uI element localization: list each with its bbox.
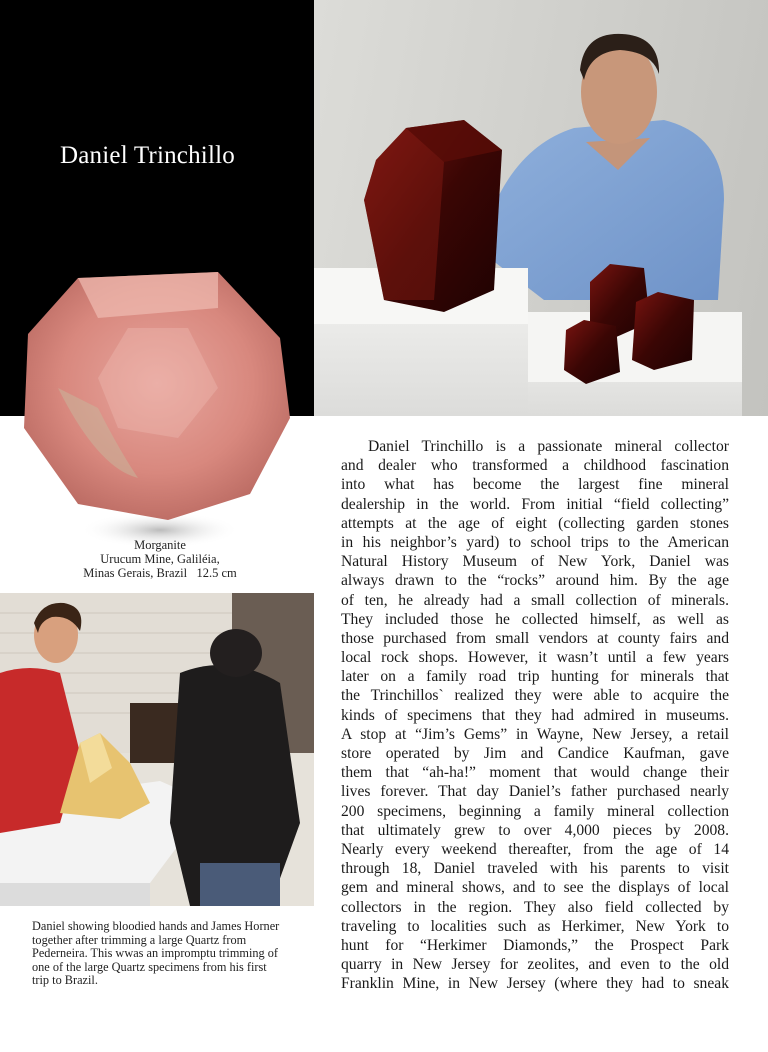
- body-line: store operated by Jim and Candice Kaufman, gave: [341, 745, 729, 762]
- body-line: them that “ah-ha!” moment that would change their: [341, 764, 729, 782]
- body-line: Nearly every weekend thereafter, from the age of 14: [341, 840, 729, 858]
- body-line: Daniel Trinchillo is a passionate mineral collector: [368, 438, 729, 455]
- body-line: those purchased from small vendors at county fairs and: [341, 629, 729, 647]
- body-line: into what has become the largest fine mineral: [341, 476, 729, 494]
- caption-locality: Minas Gerais, Brazil 12.5 cm: [83, 566, 237, 580]
- photo-caption: [32, 920, 314, 988]
- body-line: 200 specimens, beginning a family mineral collection: [341, 802, 729, 820]
- body-line: local rock shops. However, it wasn’t until a few years: [341, 649, 729, 667]
- body-line: always drawn to the “rocks” around him. By the age: [341, 572, 729, 590]
- body-line: gem and mineral shows, and to see the displays of local: [341, 879, 729, 897]
- body-line: the Trinchillos` realized they were able to acquire the: [341, 687, 729, 705]
- caption-mineral-name: Morganite: [134, 538, 186, 552]
- body-line: kinds of specimens that they had admired in museums.: [341, 706, 729, 724]
- caption-line: Pederneira. This wwas an impromptu trimming of: [32, 946, 279, 961]
- morganite-caption: [40, 538, 280, 580]
- body-line: dealership in the world. From initial “field collecting”: [341, 495, 729, 513]
- body-line: and dealer who transformed a childhood fascination: [341, 457, 729, 475]
- body-line: later on a family road trip hunting for minerals that: [341, 668, 729, 686]
- morganite-crystal-photo: [18, 268, 298, 568]
- caption-line: Daniel showing bloodied hands and James Horner: [32, 919, 280, 933]
- body-line: collectors in the region. They also field collected by: [341, 898, 729, 916]
- article-body: [341, 437, 729, 993]
- body-line: hunt for “Herkimer Diamonds,” the Prospect Park: [341, 936, 729, 954]
- portrait-photo: [314, 0, 768, 416]
- body-line: that ultimately grew to over 4,000 pieces by 2008.: [341, 821, 729, 839]
- body-line: of ten, he already had a small collection of minerals.: [341, 591, 729, 609]
- caption-locality: Urucum Mine, Galiléia,: [100, 552, 220, 566]
- body-line: attempts at the age of eight (collecting garden stones: [341, 514, 729, 532]
- caption-line: one of the large Quartz specimens from his first: [32, 959, 267, 974]
- body-line: A stop at “Jim’s Gems” in Wayne, New Jersey, a retail: [341, 725, 729, 743]
- body-line: quarry in New Jersey for zeolites, and even to the old: [341, 956, 729, 974]
- caption-line: trip to Brazil.: [32, 973, 98, 988]
- caption-line: together after trimming a large Quartz from: [32, 932, 247, 947]
- trimming-photo: [0, 593, 314, 906]
- body-line: Franklin Mine, in New Jersey (where they had to sneak: [341, 975, 729, 993]
- body-line: Natural History Museum of New York, Daniel was: [341, 553, 729, 571]
- body-line: through 18, Daniel traveled with his parents to visit: [341, 860, 729, 878]
- body-line: in his neighbor’s yard) to school trips to the American: [341, 533, 729, 551]
- body-line: They included those he collected himself, as well as: [341, 610, 729, 628]
- body-line: traveling to localities such as Herkimer, New York to: [341, 917, 729, 935]
- page-title: Daniel Trinchillo: [60, 142, 235, 169]
- body-line: lives forever. That day Daniel’s father purchased nearly: [341, 783, 729, 801]
